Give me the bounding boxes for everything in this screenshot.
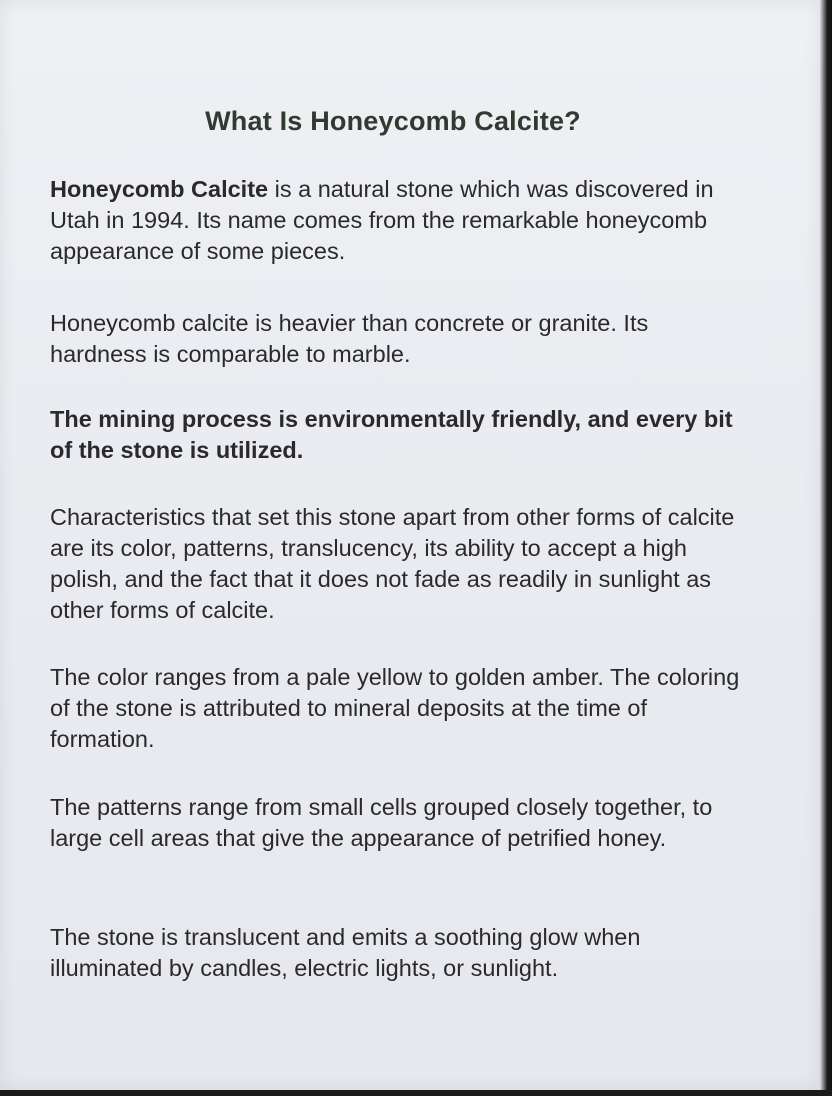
paragraph-translucency: The stone is translucent and emits a soothing glow when illuminated by candles, electric lights, or sunlight. — [50, 924, 641, 981]
paragraph-weight-hardness: Honeycomb calcite is heavier than concrete or granite. Its hardness is comparable to marble. — [50, 310, 649, 367]
paragraph-intro-lead: Honeycomb Calcite — [50, 176, 269, 202]
paragraph-intro — [50, 174, 750, 267]
scan-edge-bottom — [0, 1090, 832, 1096]
paragraph-mining-process: The mining process is environmentally friendly, and every bit of the stone is utilized. — [50, 406, 733, 463]
paragraph-color: The color ranges from a pale yellow to golden amber. The coloring of the stone is attributed to mineral deposits at the time of formation. — [50, 664, 740, 752]
paragraph-characteristics: Characteristics that set this stone apart from other forms of calcite are its color, patterns, translucency, its ability to accept a high polish, and the fact that it does not fade as readily in sunlight as other forms of calcite. — [50, 504, 735, 623]
scan-edge-right — [820, 0, 832, 1096]
document-title: What Is Honeycomb Calcite? — [205, 106, 581, 136]
paragraph-patterns: The patterns range from small cells grouped closely together, to large cell areas that give the appearance of petrified honey. — [50, 794, 713, 851]
paragraph-intro-text: is a natural stone which was discovered in Utah in 1994. Its name comes from the remarkable honeycomb appearance of some pieces. — [50, 176, 714, 264]
